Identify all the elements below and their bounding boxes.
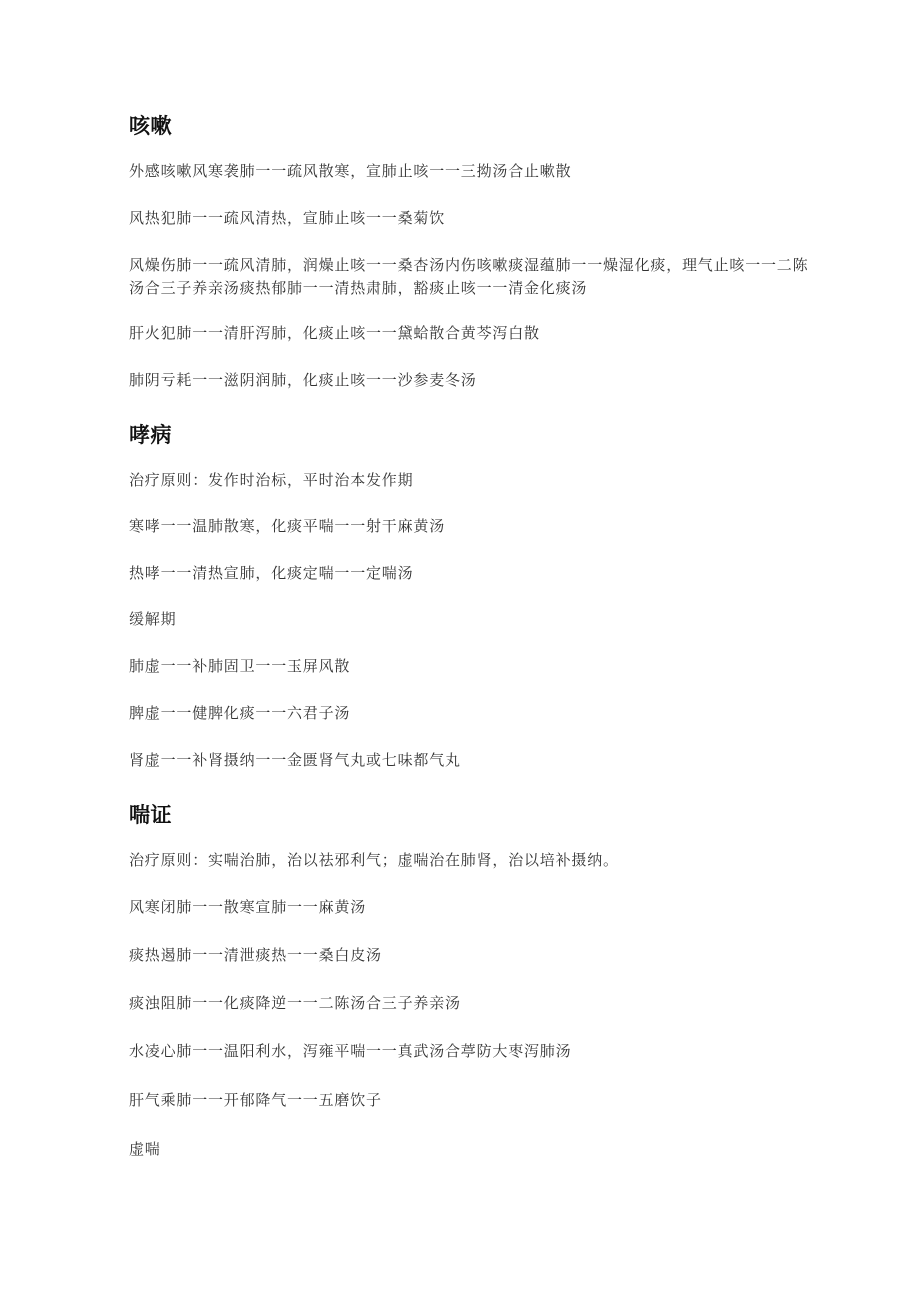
paragraph: 肺阴亏耗一一滋阴润肺，化痰止咳一一沙参麦冬汤 <box>129 371 477 389</box>
paragraph: 治疗原则：实喘治肺，治以祛邪利气；虚喘治在肺肾，治以培补摄纳。 <box>129 851 619 869</box>
section-title-asthma: 哮病 <box>129 423 172 447</box>
paragraph: 缓解期 <box>129 610 177 628</box>
paragraph: 风寒闭肺一一散寒宣肺一一麻黄汤 <box>129 898 367 916</box>
paragraph: 肝火犯肺一一清肝泻肺，化痰止咳一一黛蛤散合黄芩泻白散 <box>129 324 540 342</box>
paragraph: 肝气乘肺一一开郁降气一一五磨饮子 <box>129 1091 382 1109</box>
paragraph: 脾虚一一健脾化痰一一六君子汤 <box>129 704 351 722</box>
section-title-cough: 咳嗽 <box>129 114 172 138</box>
paragraph: 痰浊阻肺一一化痰降逆一一二陈汤合三子养亲汤 <box>129 994 461 1012</box>
section-title-dyspnea: 喘证 <box>129 803 172 827</box>
paragraph: 痰热遏肺一一清泄痰热一一桑白皮汤 <box>129 946 382 964</box>
paragraph: 热哮一一清热宣肺，化痰定喘一一定喘汤 <box>129 564 414 582</box>
paragraph: 虚喘 <box>129 1140 161 1158</box>
paragraph: 外感咳嗽风寒袭肺一一疏风散寒，宣肺止咳一一三拗汤合止嗽散 <box>129 162 572 180</box>
paragraph: 水凌心肺一一温阳利水，泻雍平喘一一真武汤合葶防大枣泻肺汤 <box>129 1042 572 1060</box>
paragraph: 治疗原则：发作时治标，平时治本发作期 <box>129 471 414 489</box>
paragraph: 肺虚一一补肺固卫一一玉屏风散 <box>129 657 351 675</box>
paragraph: 肾虚一一补肾摄纳一一金匮肾气丸或七味都气丸 <box>129 751 461 769</box>
paragraph: 风燥伤肺一一疏风清肺，润燥止咳一一桑杏汤内伤咳嗽痰湿蕴肺一一燥湿化痰，理气止咳一一二陈汤合三子养亲汤痰热郁肺一一清热肃肺，豁痰止咳一一清金化痰汤 <box>129 256 809 297</box>
paragraph: 寒哮一一温肺散寒，化痰平喘一一射干麻黄汤 <box>129 517 446 535</box>
paragraph: 风热犯肺一一疏风清热，宣肺止咳一一桑菊饮 <box>129 209 446 227</box>
